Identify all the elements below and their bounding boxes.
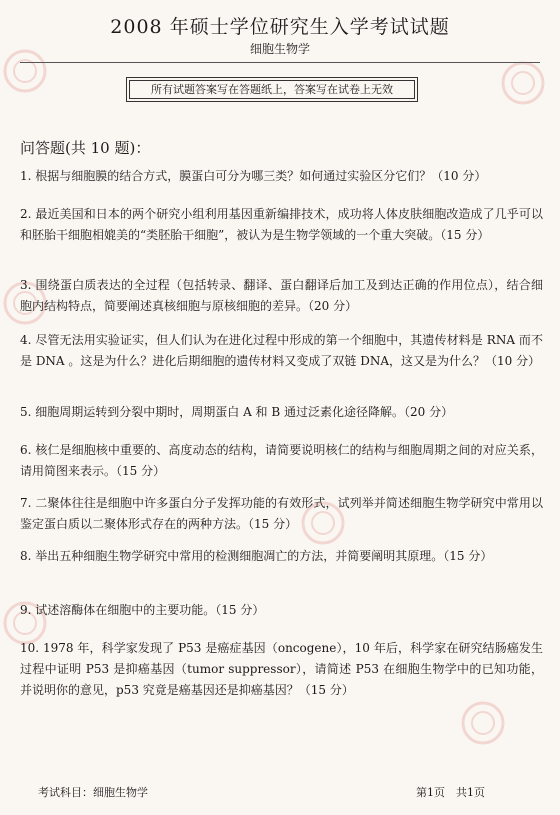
watermark-stamp-icon — [500, 60, 546, 106]
question-item: 9. 试述溶酶体在细胞中的主要功能。（15 分） — [20, 603, 265, 617]
question-item: 6. 核仁是细胞核中重要的、高度动态的结构，请简要说明核仁的结构与细胞周期之间的对应关系，请用简图来表示。（15 分） — [20, 443, 543, 478]
exam-title: 2008 年硕士学位研究生入学考试试题 — [110, 16, 450, 38]
section-title: 问答题(共 10 题)： — [20, 139, 151, 157]
answer-notice-box: 所有试题答案写在答题纸上，答案写在试卷上无效 — [126, 77, 418, 102]
question-item: 2. 最近美国和日本的两个研究小组利用基因重新编排技术，成功将人体皮肤细胞改造成了几乎可以和胚胎干细胞相媲美的“类胚胎干细胞”，被认为是生物学领域的一个重大突破。（15 分） — [20, 207, 543, 242]
question-item: 3. 围绕蛋白质表达的全过程（包括转录、翻译、蛋白翻译后加工及到达正确的作用位点），结合细胞内结构特点，简要阐述真核细胞与原核细胞的差异。（20 分） — [20, 278, 543, 313]
question-item: 10. 1978 年，科学家发现了 P53 是癌症基因（oncogene），10 年后，科学家在研究结肠癌发生过程中证明 P53 是抑癌基因（tumor suppressor），请简述 P53 在细胞生物学中的已知功能，并说明你的意见，p53 究竟是癌基因还是抑癌基因？（15 分） — [20, 641, 543, 697]
watermark-stamp-icon — [460, 700, 506, 746]
exam-subject-heading: 细胞生物学 — [249, 42, 310, 56]
question-item: 7. 二聚体往往是细胞中许多蛋白分子发挥功能的有效形式，试列举并简述细胞生物学研究中常用以鉴定蛋白质以二聚体形式存在的两种方法。（15 分） — [20, 496, 543, 531]
question-item: 4. 尽管无法用实验证实，但人们认为在进化过程中形成的第一个细胞中，其遗传材料是 RNA 而不是 DNA 。这是为什么？进化后期细胞的遗传材料又变成了双链 DNA，这又是为什么？（10 分） — [20, 333, 543, 368]
footer-subject: 考试科目：细胞生物学 — [38, 786, 148, 799]
header-divider — [20, 62, 540, 63]
question-item: 8. 举出五种细胞生物学研究中常用的检测细胞凋亡的方法，并简要阐明其原理。（15 分） — [20, 549, 493, 563]
question-item: 1. 根据与细胞膜的结合方式，膜蛋白可分为哪三类？如何通过实验区分它们？（10 分） — [20, 169, 487, 183]
question-item: 5. 细胞周期运转到分裂中期时，周期蛋白 A 和 B 通过泛素化途径降解。（20 分） — [20, 405, 454, 419]
footer-page-number: 第1页 共1页 — [416, 786, 485, 799]
